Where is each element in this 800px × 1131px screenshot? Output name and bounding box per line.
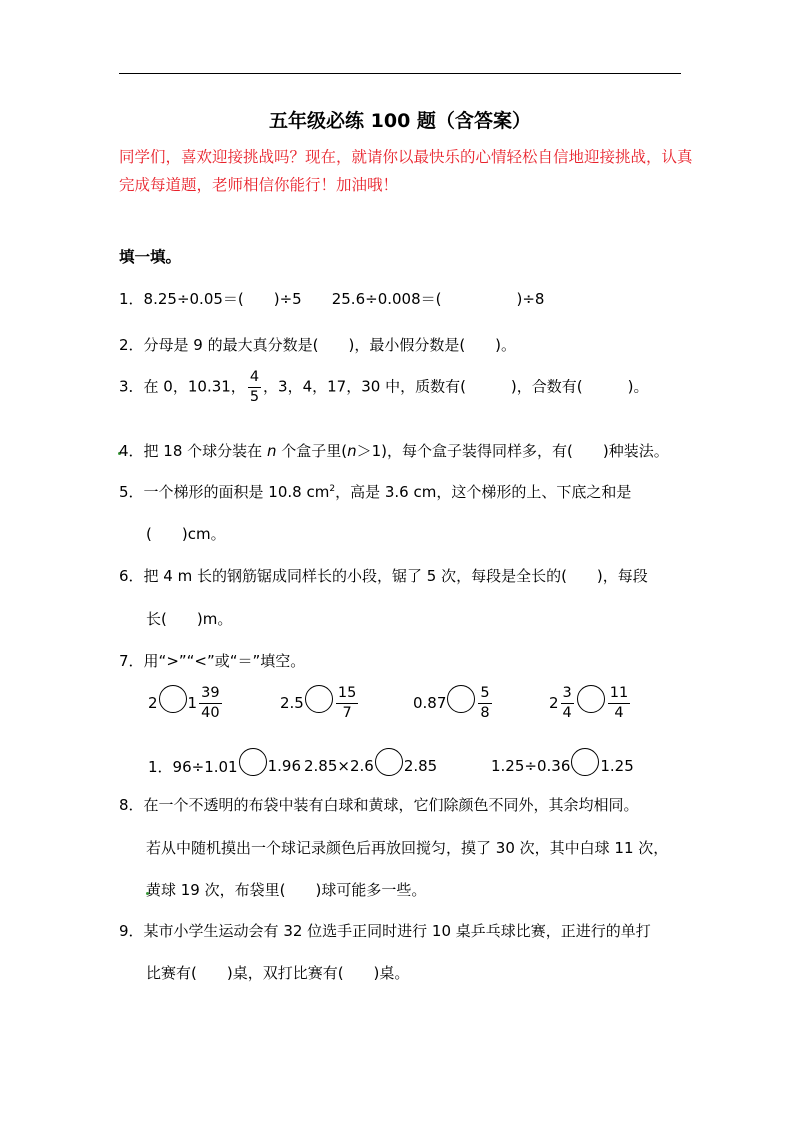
compare-right: 1.96 xyxy=(267,757,302,775)
page-title: 五年级必练 100 题（含答案） xyxy=(269,110,531,132)
mixed-int: 1 xyxy=(187,694,198,712)
answer-circle[interactable] xyxy=(577,685,605,713)
compare-item xyxy=(413,686,494,720)
question-4-mid: 个盒子里( xyxy=(276,442,348,460)
fraction-numerator: 5 xyxy=(478,686,491,704)
compare-fraction xyxy=(336,686,358,720)
superscript: 2 xyxy=(329,484,336,494)
question-6-line-1: 6．把 4 m 长的钢筋锯成同样长的小段，锯了 5 次，每段是全长的( )，每段 xyxy=(119,567,648,585)
answer-circle[interactable] xyxy=(375,748,403,776)
fraction-denominator: 7 xyxy=(342,704,352,721)
question-3-pre: 3．在 0，10.31， xyxy=(119,377,246,396)
answer-circle[interactable] xyxy=(571,748,599,776)
compare-left: 1．96÷1.01 xyxy=(148,757,238,776)
compare-left: 2.5 xyxy=(280,694,304,712)
compare-left: 2.85×2.6 xyxy=(304,757,374,775)
question-2: 2．分母是 9 的最大真分数是( )，最小假分数是( )。 xyxy=(119,336,517,354)
fraction-numerator: 15 xyxy=(336,686,358,704)
question-1: 1．8.25÷0.05＝( )÷5 25.6÷0.008＝( )÷8 xyxy=(119,290,545,308)
compare-item xyxy=(148,752,301,780)
compare-item xyxy=(280,686,360,720)
compare-right: 2.85 xyxy=(403,757,438,775)
fraction-denominator: 8 xyxy=(480,704,490,721)
question-4 xyxy=(119,440,669,461)
mixed-int: 2 xyxy=(549,694,559,712)
question-5-post: ，高是 3.6 cm，这个梯形的上、下底之和是 xyxy=(335,483,632,501)
compare-fraction xyxy=(561,686,574,720)
compare-fraction xyxy=(608,686,630,720)
answer-circle[interactable] xyxy=(447,685,475,713)
question-4-pre: 4．把 18 个球分装在 xyxy=(119,442,267,460)
compare-item xyxy=(491,752,634,780)
question-8-line-3: 黄球 19 次，布袋里( )球可能多一些。 xyxy=(146,881,427,899)
fraction-numerator: 39 xyxy=(199,686,221,704)
question-9-line-1: 9．某市小学生运动会有 32 位选手正同时进行 10 桌乒乓球比赛，正进行的单打 xyxy=(119,922,651,940)
question-9-line-2: 比赛有( )桌，双打比赛有( )桌。 xyxy=(146,964,410,982)
answer-circle[interactable] xyxy=(239,748,267,776)
variable-n: n xyxy=(347,442,357,460)
header-rule xyxy=(119,73,681,74)
compare-item xyxy=(148,686,224,720)
compare-left: 1.25÷0.36 xyxy=(491,757,571,775)
fraction-numerator: 11 xyxy=(608,686,630,704)
question-6-line-2: 长( )m。 xyxy=(146,610,233,628)
question-4-post: ＞1)，每个盒子装得同样多，有( )种装法。 xyxy=(356,442,669,460)
compare-item xyxy=(549,686,632,720)
question-3-post: ，3，4，17，30 中，质数有( )，合数有( )。 xyxy=(263,377,649,396)
compare-left: 2 xyxy=(148,694,158,712)
compare-fraction xyxy=(199,686,221,720)
answer-circle[interactable] xyxy=(305,685,333,713)
compare-item xyxy=(304,752,437,780)
section-heading: 填一填。 xyxy=(119,248,182,266)
question-8-line-1: 8．在一个不透明的布袋中装有白球和黄球，它们除颜色不同外，其余均相同。 xyxy=(119,796,639,814)
intro-text: 同学们，喜欢迎接挑战吗？现在，就请你以最快乐的心情轻松自信地迎接挑战，认真完成每道题，老师相信你能行！加油哦！ xyxy=(119,148,693,194)
fraction-numerator: 4 xyxy=(248,370,261,388)
answer-circle[interactable] xyxy=(159,685,187,713)
question-5-line-2: ( )cm。 xyxy=(146,525,226,543)
fraction-denominator: 40 xyxy=(201,704,220,721)
question-3-fraction xyxy=(248,370,261,404)
question-5-pre: 5．一个梯形的面积是 10.8 cm xyxy=(119,483,330,501)
fraction-numerator: 3 xyxy=(561,686,574,704)
fraction-denominator: 5 xyxy=(249,388,260,405)
question-3 xyxy=(119,370,649,404)
fraction-denominator: 4 xyxy=(562,704,572,721)
compare-left: 0.87 xyxy=(413,694,447,712)
question-7-stem: 7．用“>”“<”或“＝”填空。 xyxy=(119,652,306,670)
question-5-line-1 xyxy=(119,481,631,502)
compare-right: 1.25 xyxy=(600,757,634,775)
question-8-line-2: 若从中随机摸出一个球记录颜色后再放回搅匀，摸了 30 次，其中白球 11 次， xyxy=(146,839,669,857)
variable-n: n xyxy=(266,442,277,460)
fraction-denominator: 4 xyxy=(614,704,624,721)
compare-fraction xyxy=(478,686,491,720)
